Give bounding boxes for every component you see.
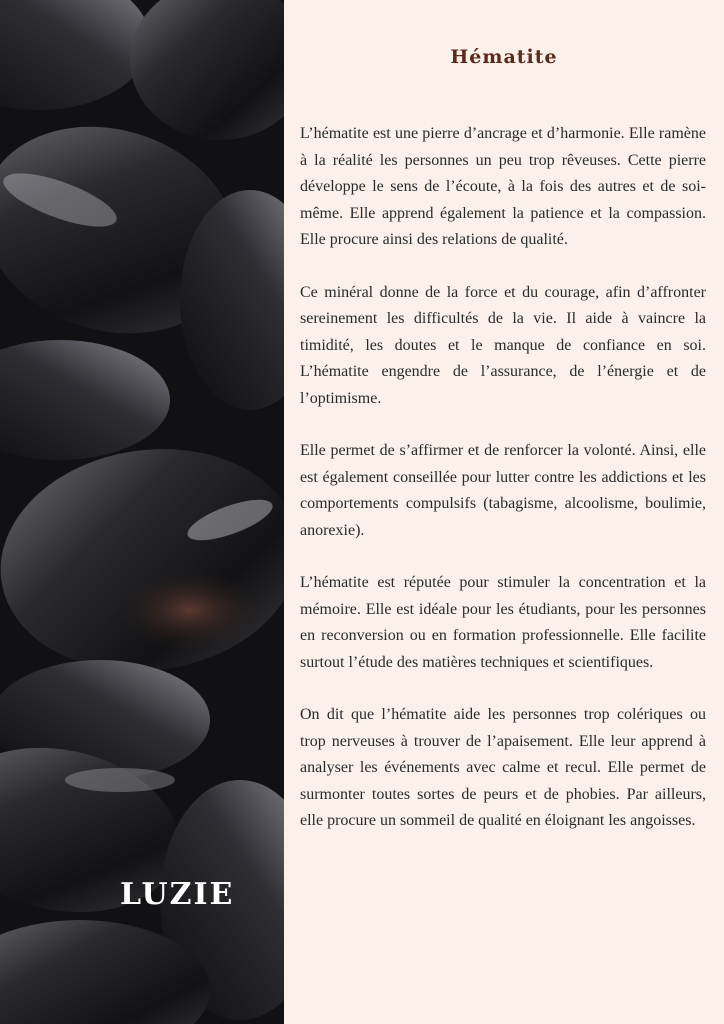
stone-shape <box>130 0 284 140</box>
rust-patch <box>120 570 260 650</box>
text-panel <box>284 0 724 1024</box>
body-text <box>300 121 706 861</box>
highlight <box>65 768 175 792</box>
brand-logo: LUZIE <box>120 877 235 912</box>
page-title: Hématite <box>450 46 558 68</box>
stone-shape <box>0 430 284 690</box>
paragraph: Ce minéral donne de la force et du courage, afin d’affronter sereinement les difficultés de la vie. Il aide à vaincre la timidité, les doutes et le manque de confiance en soi. L’hématite engendre de l’assurance, de l’énergie et de l’optimisme. <box>300 283 706 407</box>
paragraph: L’hématite est réputée pour stimuler la concentration et la mémoire. Elle est idéale pour les étudiants, pour les personnes en reconversion ou en formation professionnelle. Elle facilite surtout l’étude des matières techniques et scientifiques. <box>300 574 706 671</box>
paragraph: Elle permet de s’affirmer et de renforcer la volonté. Ainsi, elle est également conseillée pour lutter contre les addictions et les comportements compulsifs (tabagisme, alcoolisme, boulimie, anorexie). <box>300 442 706 539</box>
hematite-stones-illustration <box>0 0 284 1024</box>
paragraph: L’hématite est une pierre d’ancrage et d’harmonie. Elle ramène à la réalité les personnes un peu trop rêveuses. Cette pierre développe le sens de l’écoute, à la fois des autres et de soi-même. Elle apprend également la patience et la compassion. Elle procure ainsi des relations de qualité. <box>300 125 706 248</box>
hematite-stones-photo <box>0 0 284 1024</box>
stone-shape <box>0 340 170 460</box>
stone-shape <box>0 0 150 110</box>
paragraph: On dit que l’hématite aide les personnes trop colériques ou trop nerveuses à trouver de l’apaisement. Elle leur apprend à analyser les événements avec calme et recul. Elle permet de surmonter toutes sortes de peurs et de phobies. Par ailleurs, elle procure un sommeil de qualité en éloignant les angoisses. <box>300 706 706 829</box>
